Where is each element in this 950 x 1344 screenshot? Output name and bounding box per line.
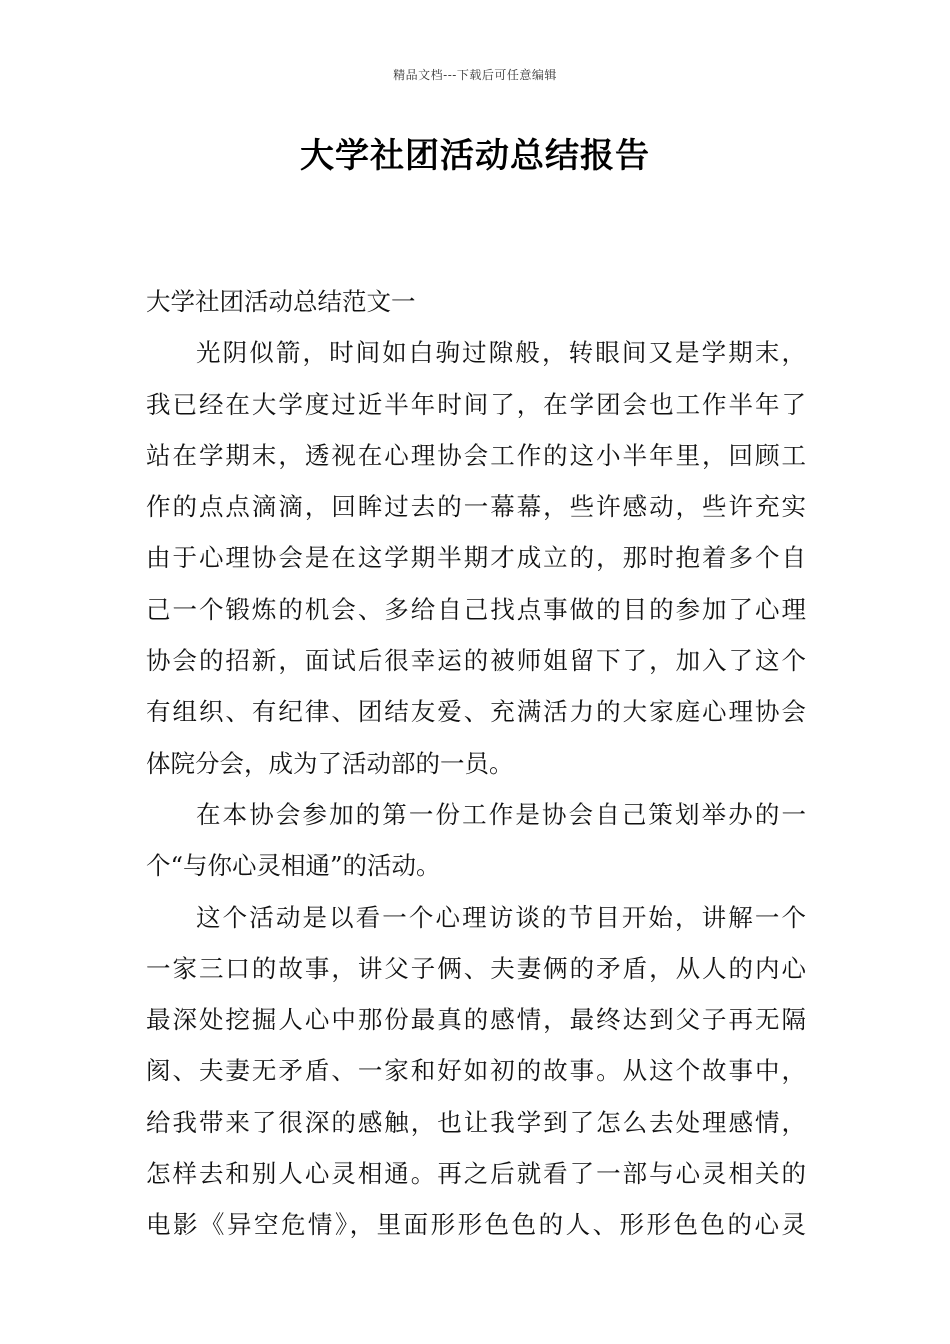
text-line: 个“与你心灵相通”的活动。 (146, 851, 441, 881)
text-line: 在本协会参加的第一份工作是协会自己策划举办的一 (196, 799, 806, 829)
text-line: 一家三口的故事，讲父子俩、夫妻俩的矛盾，从人的内心 (146, 953, 806, 983)
section-heading: 大学社团活动总结范文一 (146, 287, 416, 316)
text-line: 己一个锻炼的机会、多给自己找点事做的目的参加了心理 (146, 594, 806, 624)
text-line: 光阴似箭，时间如白驹过隙般，转眼间又是学期末， (196, 338, 806, 368)
text-line: 有组织、有纪律、团结友爱、充满活力的大家庭心理协会 (146, 697, 806, 727)
text-line: 最深处挖掘人心中那份最真的感情，最终达到父子再无隔 (146, 1005, 806, 1035)
text-line: 电影《异空危情》，里面形形色色的人、形形色色的心灵 (146, 1210, 806, 1240)
text-line: 协会的招新，面试后很幸运的被师姐留下了，加入了这个 (146, 646, 806, 676)
text-line: 由于心理协会是在这学期半期才成立的，那时抱着多个自 (146, 543, 806, 573)
header-note: 精品文档---下载后可任意编辑 (393, 68, 557, 82)
text-line: 怎样去和别人心灵相通。再之后就看了一部与心灵相关的 (146, 1159, 806, 1189)
text-line: 体院分会，成为了活动部的一员。 (146, 748, 514, 778)
text-line: 这个活动是以看一个心理访谈的节目开始，讲解一个 (196, 902, 806, 932)
text-line: 阂、夫妻无矛盾、一家和好如初的故事。从这个故事中， (146, 1056, 806, 1086)
text-line: 作的点点滴滴，回眸过去的一幕幕，些许感动，些许充实 (146, 492, 806, 522)
text-line: 我已经在大学度过近半年时间了，在学团会也工作半年了 (146, 389, 806, 419)
text-line: 给我带来了很深的感触，也让我学到了怎么去处理感情， (146, 1107, 806, 1137)
document-body (146, 282, 806, 1257)
document-title: 大学社团活动总结报告 (300, 136, 650, 176)
text-line: 站在学期末，透视在心理协会工作的这小半年里，回顾工 (146, 440, 806, 470)
